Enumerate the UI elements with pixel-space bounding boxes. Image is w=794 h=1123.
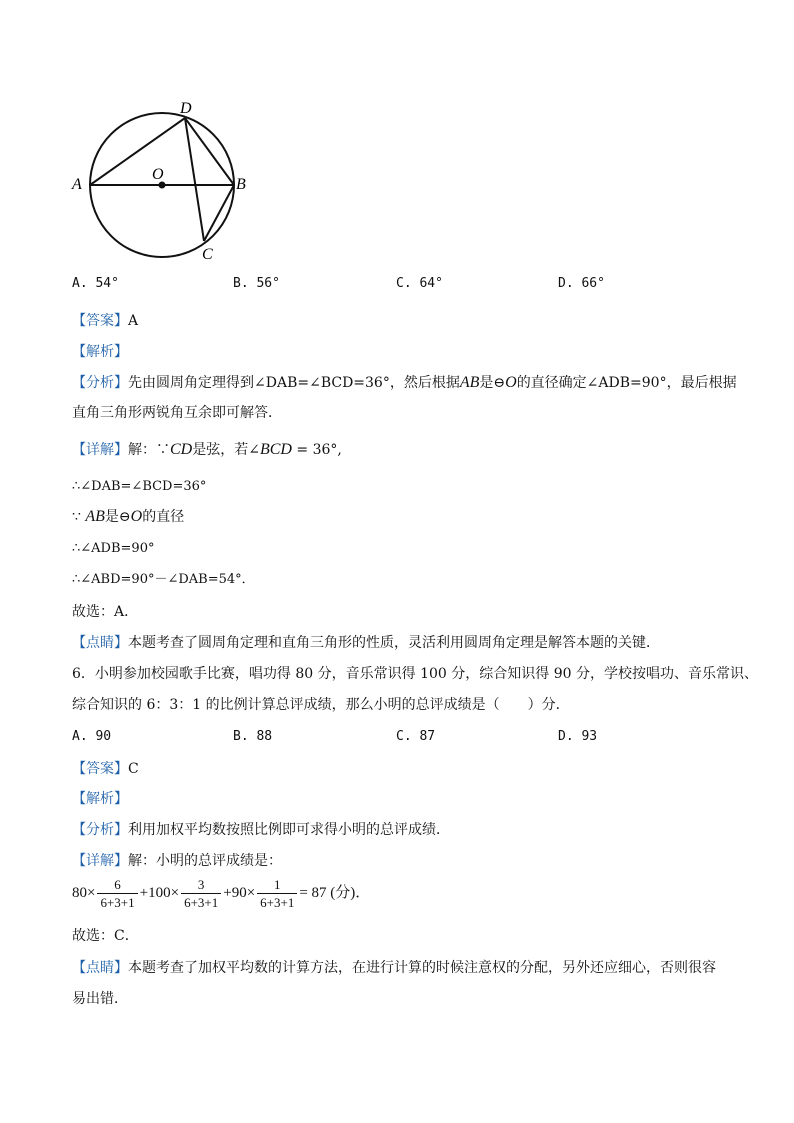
fraction-2-numerator: 3 [181,876,221,894]
q5-option-b: B. 56° [233,276,280,291]
q5-step3: ∴∠ADB=90° [72,541,155,556]
formula-term-2: +100× [139,884,180,901]
q5-analysis-tag: 【解析】 [72,344,128,360]
chord-ad [90,118,185,185]
fraction-2 [181,876,221,911]
q6-xiangjie-text: 解：小明的总评成绩是： [128,853,282,869]
label-d: D [180,100,192,117]
q6-answer-value: C [128,761,139,777]
q5-answer-value: A [128,313,139,329]
q6-stem-line2: 综合知识的 6：3：1 的比例计算总评成绩，那么小明的总评成绩是（ ）分． [72,697,570,713]
chord-bc [204,185,234,241]
q5-step2-ab: AB [85,508,105,525]
fraction-3 [257,876,297,911]
q5-step4: ∴∠ABD=90°－∠DAB=54°． [72,572,255,587]
q5-step2-a: ∵ [72,509,86,525]
q6-dianjing-line2: 易出错． [72,991,128,1007]
q6-fenxi-line [72,820,450,840]
fraction-1-denominator: 6+3+1 [100,895,135,910]
q5-option-c: C. 64° [396,276,443,291]
q6-dianjing-tag: 【点睛】 [72,960,128,976]
q6-choose: 故选：C． [72,928,139,944]
q5-xiangjie-bcd: BCD [259,441,292,458]
q6-option-b: B. 88 [233,729,273,744]
q6-stem-line1: 6．小明参加校园歌手比赛，唱功得 80 分，音乐常识得 100 分，综合知识得 90 分，学校按唱功、音乐常识、 [72,666,758,682]
q5-option-a: A. 54° [72,276,119,291]
chord-dc [185,118,204,241]
q5-fenxi-line2: 直角三角形两锐角互余即可解答． [72,405,282,421]
q6-dianjing-line1 [72,958,716,978]
q6-fenxi-tag: 【分析】 [72,822,128,838]
q5-option-d: D. 66° [558,276,605,291]
q6-analysis-tag: 【解析】 [72,791,128,807]
q6-option-d: D. 93 [558,729,598,744]
q5-dianjing-text: 本题考查了圆周角定理和直角三角形的性质，灵活利用圆周角定理是解答本题的关键． [128,635,660,651]
fraction-2-denominator: 6+3+1 [184,895,219,910]
q6-formula [72,876,370,911]
q6-xiangjie-tag: 【详解】 [72,853,128,869]
formula-term-3: +90× [223,884,256,901]
formula-term-1: 80× [72,884,96,901]
q6-answer-line [72,759,139,779]
fraction-3-numerator: 1 [257,876,297,894]
circle-geometry-figure [60,95,260,270]
q5-fenxi-text-c: 是⊖ [479,375,506,391]
fraction-3-denominator: 6+3+1 [260,895,295,910]
q5-xiangjie-cd: CD [170,441,193,458]
q5-step2-e: 的直径 [142,509,185,525]
q5-step2-o: O [130,508,143,525]
q5-step2-c: 是⊖ [104,509,131,525]
q5-answer-tag: 【答案】 [72,313,128,329]
q5-fenxi-text-a: 先由圆周角定理得到∠DAB=∠BCD=36°，然后根据 [128,375,460,391]
q5-xiangjie-a: 解：∵ [128,442,170,458]
q5-xiangjie-tag: 【详解】 [72,442,128,458]
q5-answer-line [72,311,138,331]
label-c: C [202,246,213,263]
q6-xiangjie-line [72,851,282,871]
q5-fenxi-o: O [505,374,517,391]
q5-step2 [72,507,184,527]
q5-fenxi-tag: 【分析】 [72,375,128,391]
q6-dianjing-text: 本题考查了加权平均数的计算方法，在进行计算的时候注意权的分配，另外还应细心，否则很容 [128,960,716,976]
q5-fenxi-ab: AB [459,374,480,391]
q5-dianjing-line [72,633,660,653]
q5-xiangjie-c: 是弦，若∠ [192,442,260,458]
q6-answer-tag: 【答案】 [72,761,128,777]
label-b: B [236,176,246,193]
label-o: O [152,166,164,183]
q5-choose: 故选：A． [72,604,139,620]
q5-xiangjie-line [72,440,342,460]
q5-fenxi-line1 [72,373,737,393]
q6-fenxi-text: 利用加权平均数按照比例即可求得小明的总评成绩． [128,822,450,838]
q6-option-a: A. 90 [72,729,112,744]
q5-step1: ∴∠DAB=∠BCD=36° [72,479,207,494]
label-a: A [72,176,82,193]
q6-option-c: C. 87 [396,729,436,744]
formula-result: = 87 (分)． [299,884,371,901]
fraction-1 [97,876,137,911]
q5-dianjing-tag: 【点睛】 [72,635,128,651]
q5-fenxi-text-e: 的直径确定∠ADB=90°，最后根据 [516,375,737,391]
q5-xiangjie-e: = 36°, [291,442,342,458]
fraction-1-numerator: 6 [97,876,137,894]
